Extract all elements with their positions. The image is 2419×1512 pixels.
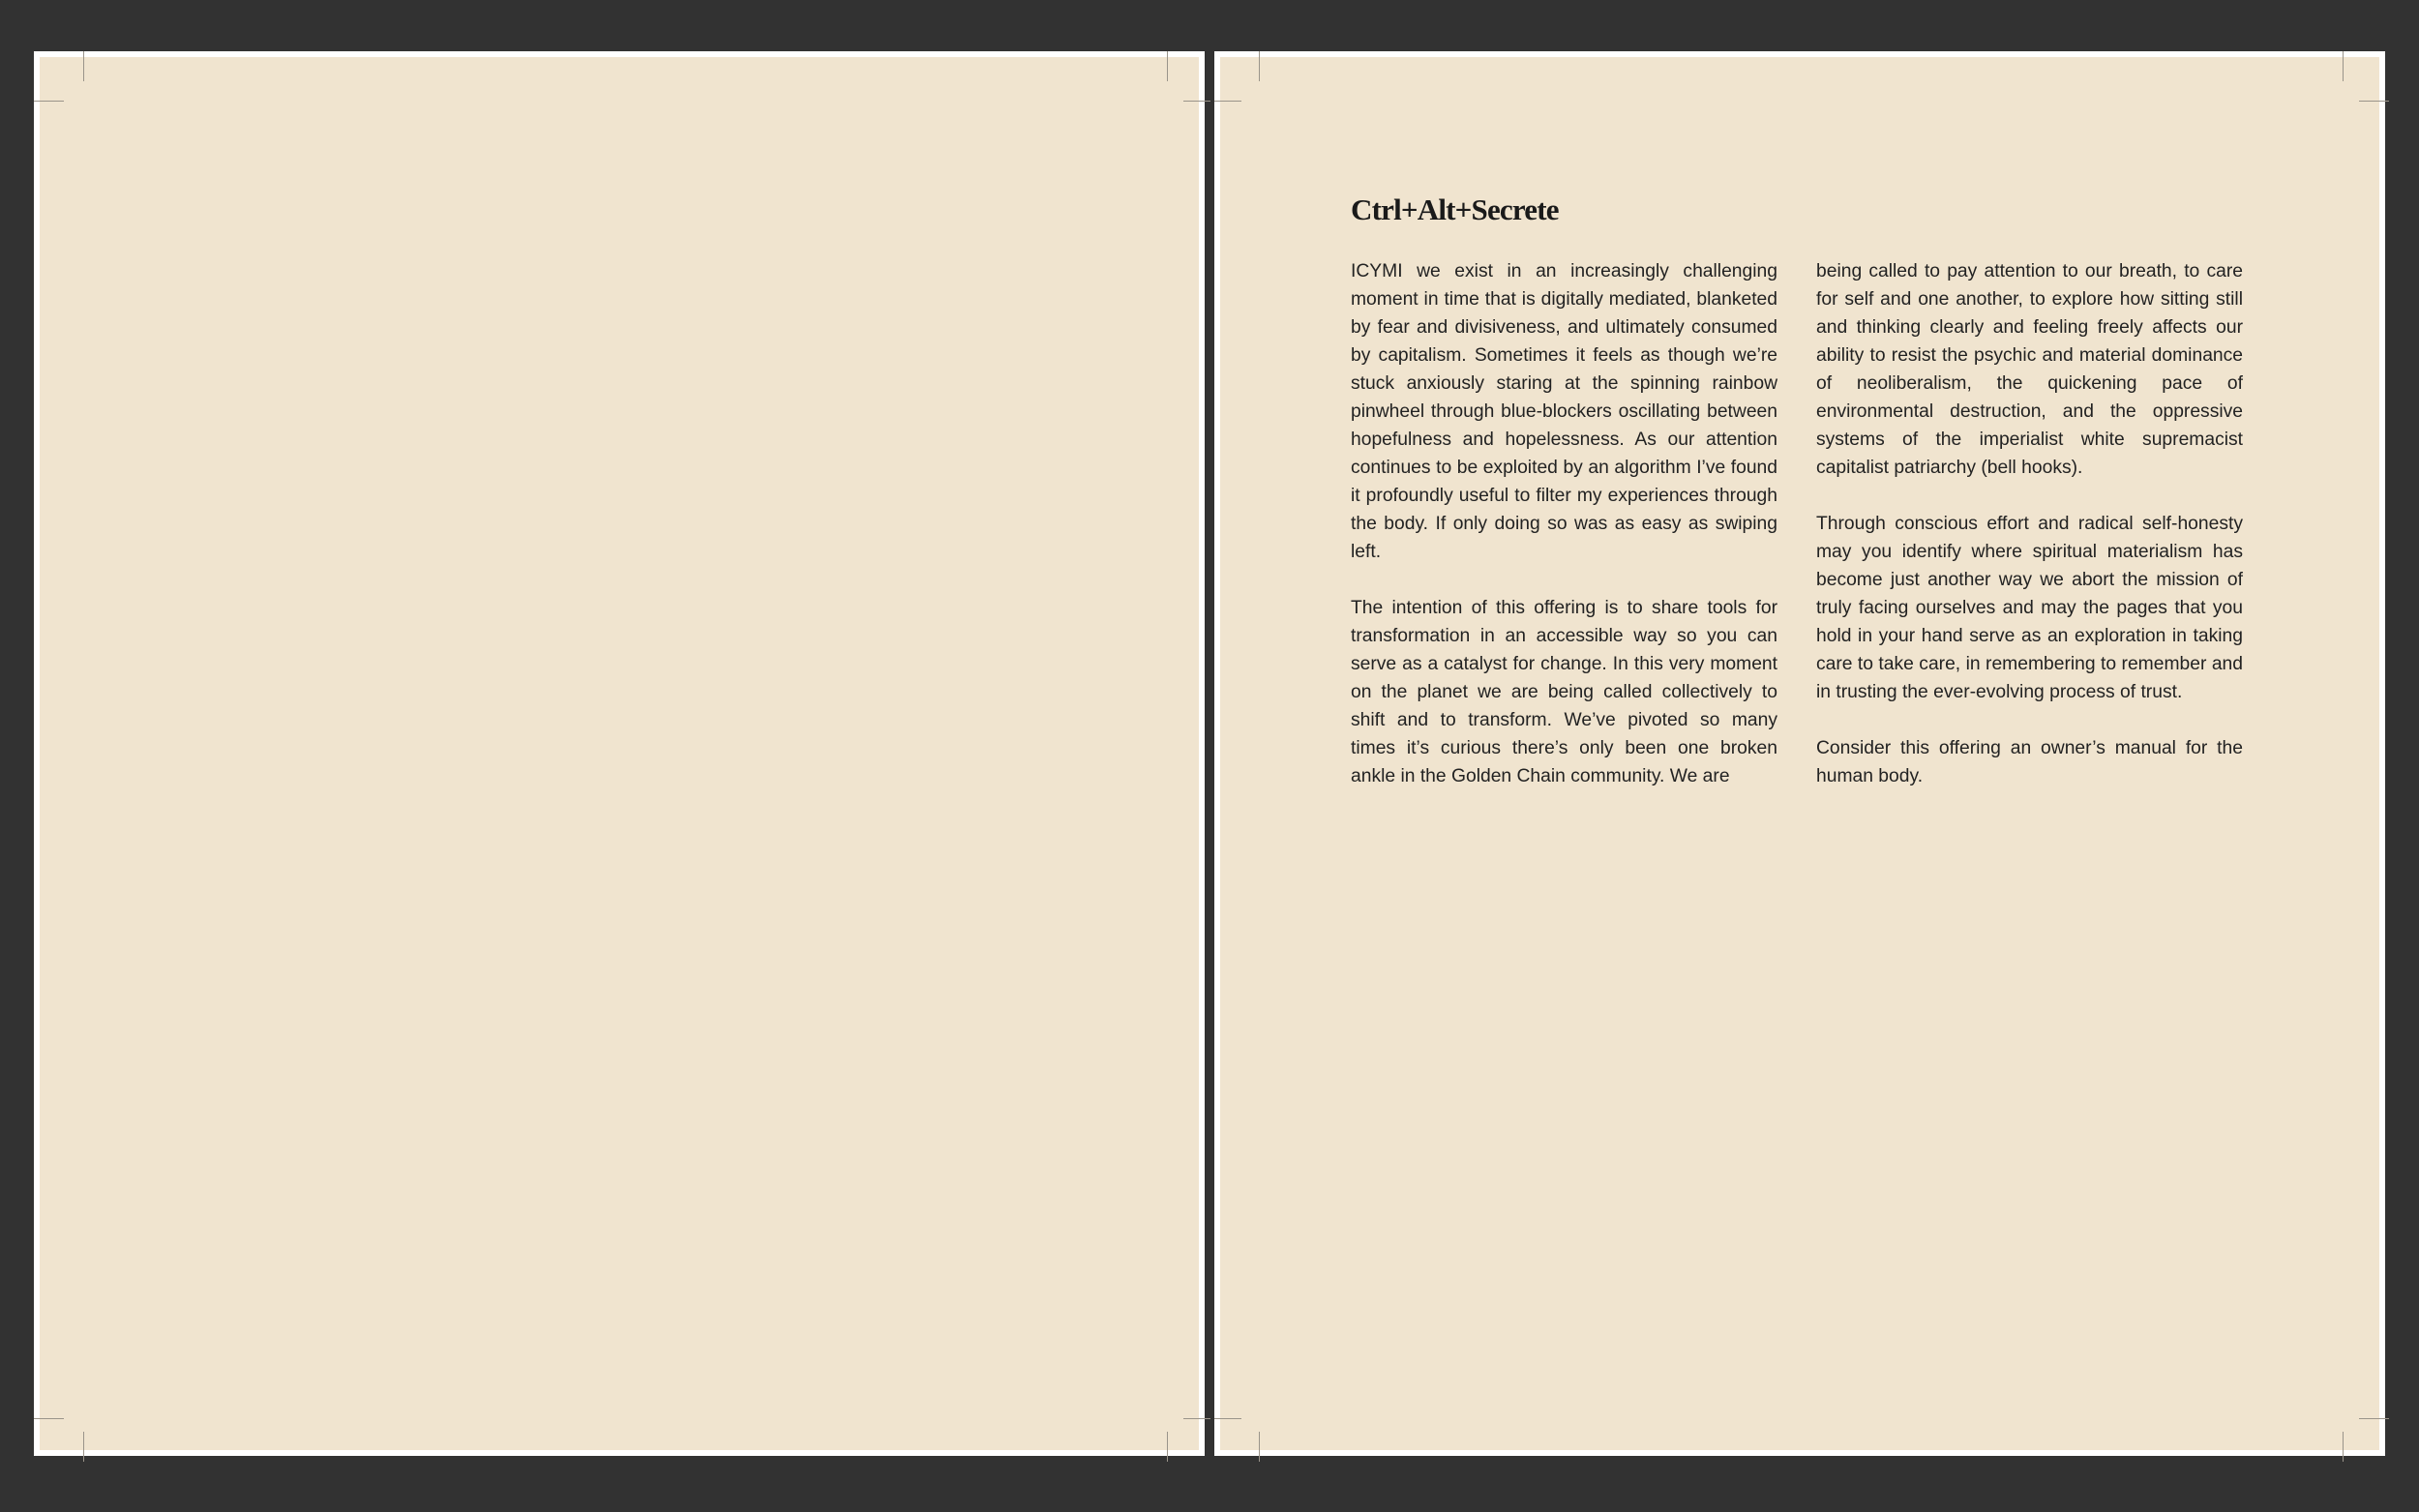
text-column-left — [1351, 257, 1777, 790]
paragraph: being called to pay attention to our breath, to care for self and one another, to explore how sitting still and thinking clearly and feeling freely affects our ability to resist the psychic and material dominance of neoliberalism, the quickening pace of environmental destruction, and the oppressive systems of the imperialist white supremacist capitalist patriarchy (bell hooks). — [1816, 261, 2243, 478]
crop-mark — [2359, 1418, 2389, 1419]
crop-mark — [2343, 51, 2344, 81]
paragraph: Through conscious effort and radical self-honesty may you identify where spiritual materialism has become just another way we abort the mission of truly facing ourselves and may the pages that you hold in your hand serve as an exploration in taking care to take care, in remembering to remember and in trusting the ever-evolving process of trust. — [1816, 514, 2243, 702]
crop-mark — [1183, 1418, 1210, 1419]
article-title: Ctrl+Alt+Secrete — [1351, 193, 1559, 226]
crop-mark — [83, 51, 84, 81]
crop-mark — [1259, 51, 1260, 81]
left-page — [34, 51, 1205, 1456]
crop-mark — [1214, 1418, 1241, 1419]
paragraph: ICYMI we exist in an increasingly challenging moment in time that is digitally mediated, blanketed by fear and divisiveness, and ultimately consumed by capitalism. Sometimes it feels as though we’re stuck anxiously staring at the spinning rainbow pinwheel through blue-blockers oscillating between hopefulness and hopelessness. As our attention continues to be exploited by an algorithm I’ve found it profoundly useful to filter my experiences through the body. If only doing so was as easy as swiping left. — [1351, 261, 1777, 562]
crop-mark — [1183, 101, 1210, 102]
crop-mark — [1167, 51, 1168, 81]
crop-mark — [1259, 1432, 1260, 1462]
paragraph: The intention of this offering is to share tools for transformation in an accessible way so you can serve as a catalyst for change. In this very moment on the planet we are being called collectively to shift and to transform. We’ve pivoted so many times it’s curious there’s only been one broken ankle in the Golden Chain community. We are — [1351, 598, 1777, 786]
right-page — [1214, 51, 2385, 1456]
paragraph: Consider this offering an owner’s manual for the human body. — [1816, 738, 2243, 786]
crop-mark — [2343, 1432, 2344, 1462]
crop-mark — [34, 101, 64, 102]
crop-mark — [2359, 101, 2389, 102]
crop-mark — [83, 1432, 84, 1462]
text-column-right — [1816, 257, 2243, 790]
crop-mark — [34, 1418, 64, 1419]
crop-mark — [1167, 1432, 1168, 1462]
crop-mark — [1214, 101, 1241, 102]
